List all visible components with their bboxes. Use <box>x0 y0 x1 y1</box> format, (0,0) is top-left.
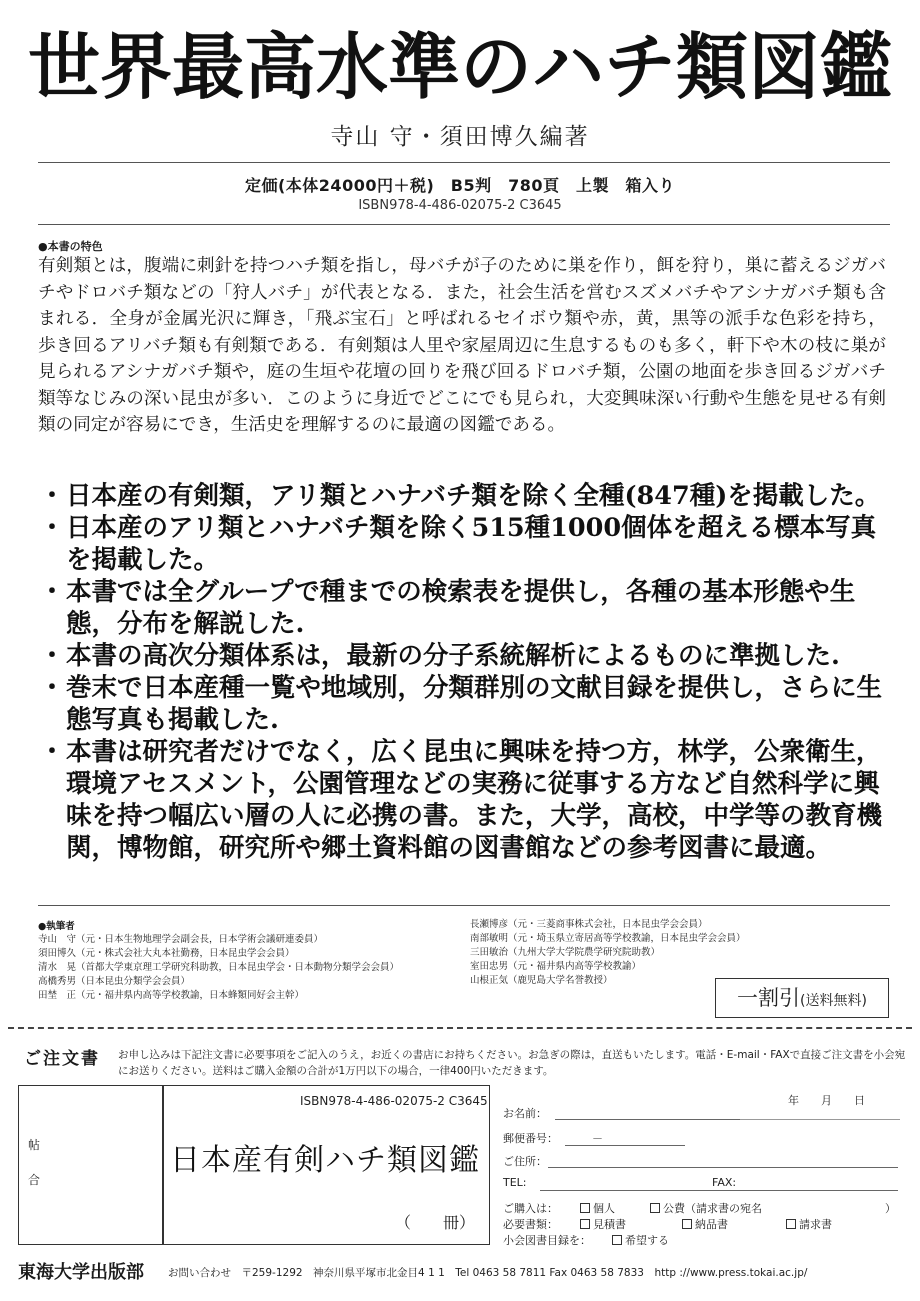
divider <box>38 162 890 163</box>
feature-bullets <box>38 480 890 864</box>
contributor: 寺山 守（元・日本生物地理学会副会長，日本学術会議研連委員） <box>38 934 324 945</box>
feature-bullet: ・本書では全グループで種までの検索表を提供し，各種の基本形態や生態，分布を解説した. <box>39 577 856 639</box>
label-ai: 合 <box>28 1173 41 1187</box>
name-input-line-ext[interactable] <box>740 1119 900 1120</box>
docs-label: 必要書類： <box>503 1218 558 1231</box>
contributors-heading: ●執筆者 <box>38 921 75 932</box>
tel-fax-input-line[interactable] <box>540 1190 898 1191</box>
feature-bullet: ・巻末で日本産種一覧や地域別，分類群別の文献目録を提供し，さらに生態写真も掲載した. <box>39 673 883 735</box>
publisher-name: 東海大学出版部 <box>18 1262 144 1283</box>
docs-option[interactable]: 見積書 <box>580 1216 626 1232</box>
isbn: ISBN978-4-486-02075-2 C3645 <box>358 198 562 213</box>
order-note: お申し込みは下記注文書に必要事項をご記入のうえ，お近くの書店にお持ちください。お急ぎの際は，直送もいたします。電話・E-mail・FAXで直接ご注文書を小会宛にお送りください。送料はご購入金額の合計が1万円以下の場合，一律400円いただきます。 <box>118 1049 906 1077</box>
tel-label: TEL: <box>503 1176 527 1189</box>
fax-label: FAX: <box>712 1176 737 1189</box>
bullet-mark: ・ <box>39 673 65 703</box>
zip-dash: － <box>592 1132 603 1145</box>
feature-bullet: ・日本産の有剣類，アリ類とハナバチ類を除く全種(847種)を掲載した。 <box>39 481 881 511</box>
order-isbn: ISBN978-4-486-02075-2 C3645 <box>300 1094 488 1108</box>
box-divider <box>162 1085 164 1245</box>
checkbox[interactable] <box>682 1219 692 1229</box>
authors: 寺山 守・須田博久編著 <box>330 124 590 150</box>
docs-option[interactable]: 請求書 <box>786 1216 832 1232</box>
bullet-mark: ・ <box>39 641 65 671</box>
catalog-label: 小会図書目録を： <box>503 1234 591 1247</box>
bullet-mark: ・ <box>39 481 65 511</box>
contributor: 南部敏明（元・埼玉県立寄居高等学校教諭，日本昆虫学会会員） <box>470 933 746 944</box>
order-book-title: 日本産有剣ハチ類図鑑 <box>170 1143 480 1178</box>
cut-line <box>8 1027 912 1029</box>
contributor: 三田敏治（九州大学大学院農学研究院助教） <box>470 947 661 958</box>
date-field[interactable]: 年 月 日 <box>788 1094 865 1107</box>
contributor: 清水 晃（首都大学東京理工学研究科助教，日本昆虫学会・日本動物分類学会会員） <box>38 962 400 973</box>
checkbox[interactable] <box>580 1203 590 1213</box>
zip-label: 郵便番号： <box>503 1132 558 1145</box>
publisher-contact: お問い合わせ 〒259-1292 神奈川県平塚市北金目4 1 1 Tel 0463 58 7811 Fax 0463 58 7833 http ://www.press.tokai.ac.jp/ <box>168 1267 808 1279</box>
checkbox[interactable] <box>612 1235 622 1245</box>
feature-bullet: ・本書は研究者だけでなく，広く昆虫に興味を持つ方，林学，公衆衛生，環境アセスメント，公園管理などの実務に従事する方など自然科学に興味を持つ幅広い層の人に必携の書。また，大学，高校，中学等の教育機関，博物館，研究所や郷土資料館の図書館などの参考図書に最適。 <box>39 737 883 863</box>
checkbox[interactable] <box>786 1219 796 1229</box>
address-label: ご住所： <box>503 1155 547 1168</box>
page-title: 世界最高水準のハチ類図鑑 <box>27 24 892 109</box>
divider <box>38 905 890 906</box>
features-body: 有剣類とは，腹端に刺針を持つハチ類を指し，母バチが子のために巣を作り，餌を狩り，巣に蓄えるジガバチやドロバチ類などの「狩人バチ」が代表となる．また，社会生活を営むスズメバチやアシナガバチ類も含まれる．全身が金属光沢に輝き，「飛ぶ宝石」と呼ばれるセイボウ類や赤，黄，黒等の派手な色彩を持ち，歩き回るアリバチ類も有剣類である．有剣類は人里や家屋周辺に生息するものも多く，軒下や木の枝に巣が見られるアシナガバチ類や，庭の生垣や花壇の回りを飛び回るドロバチ類，公園の地面を歩き回るジガバチ類等なじみの深い昆虫が多い．このように身近でどこにでも見られ，大変興味深い行動や生態を見せる有剣類の同定が容易にでき，生活史を理解するのに最適の図鑑である。 <box>38 256 886 435</box>
contributor: 高橋秀男（日本昆虫分類学会会員） <box>38 976 191 987</box>
label-cho: 帖 <box>28 1138 41 1152</box>
bullet-mark: ・ <box>39 737 65 767</box>
feature-bullet: ・日本産のアリ類とハナバチ類を除く515種1000個体を超える標本写真を掲載した。 <box>39 513 877 575</box>
purchase-option[interactable]: 個人 <box>580 1200 615 1216</box>
contributor: 室田忠男（元・福井県内高等学校教諭） <box>470 961 642 972</box>
order-heading: ご注文書 <box>24 1049 100 1069</box>
discount-stamp: 一割引(送料無料) <box>715 978 889 1018</box>
contributor: 田埜 正（元・福井県内高等学校教諭，日本蜂類同好会主幹） <box>38 990 305 1001</box>
contributors-left <box>38 933 458 1003</box>
features-heading: ●本書の特色 <box>38 240 103 253</box>
zip-input-line[interactable] <box>565 1145 685 1146</box>
copies-field[interactable]: （ 冊） <box>395 1213 476 1232</box>
contributor: 須田博久（元・株式会社大丸本社勤務，日本昆虫学会会員） <box>38 948 295 959</box>
purchase-label: ご購入は： <box>503 1202 558 1215</box>
docs-option[interactable]: 納品書 <box>682 1216 728 1232</box>
address-input-line[interactable] <box>548 1167 898 1168</box>
divider <box>38 224 890 225</box>
price-line: 定価(本体24000円＋税) B5判 780頁 上製 箱入り <box>244 176 676 195</box>
purchase-close: ） <box>885 1202 896 1215</box>
bullet-mark: ・ <box>39 577 65 607</box>
checkbox[interactable] <box>580 1219 590 1229</box>
contributor: 長瀬博彦（元・三菱商事株式会社，日本昆虫学会会員） <box>470 919 708 930</box>
bullet-mark: ・ <box>39 513 65 543</box>
feature-bullet: ・本書の高次分類体系は，最新の分子系統解析によるものに準拠した. <box>39 641 840 671</box>
checkbox[interactable] <box>650 1203 660 1213</box>
contributor: 山根正気（鹿児島大学名誉教授） <box>470 975 613 986</box>
purchase-option[interactable]: 公費（請求書の宛名 <box>650 1200 762 1216</box>
name-input-line[interactable] <box>555 1119 740 1120</box>
catalog-option[interactable]: 希望する <box>612 1232 669 1248</box>
name-label: お名前： <box>503 1107 547 1120</box>
